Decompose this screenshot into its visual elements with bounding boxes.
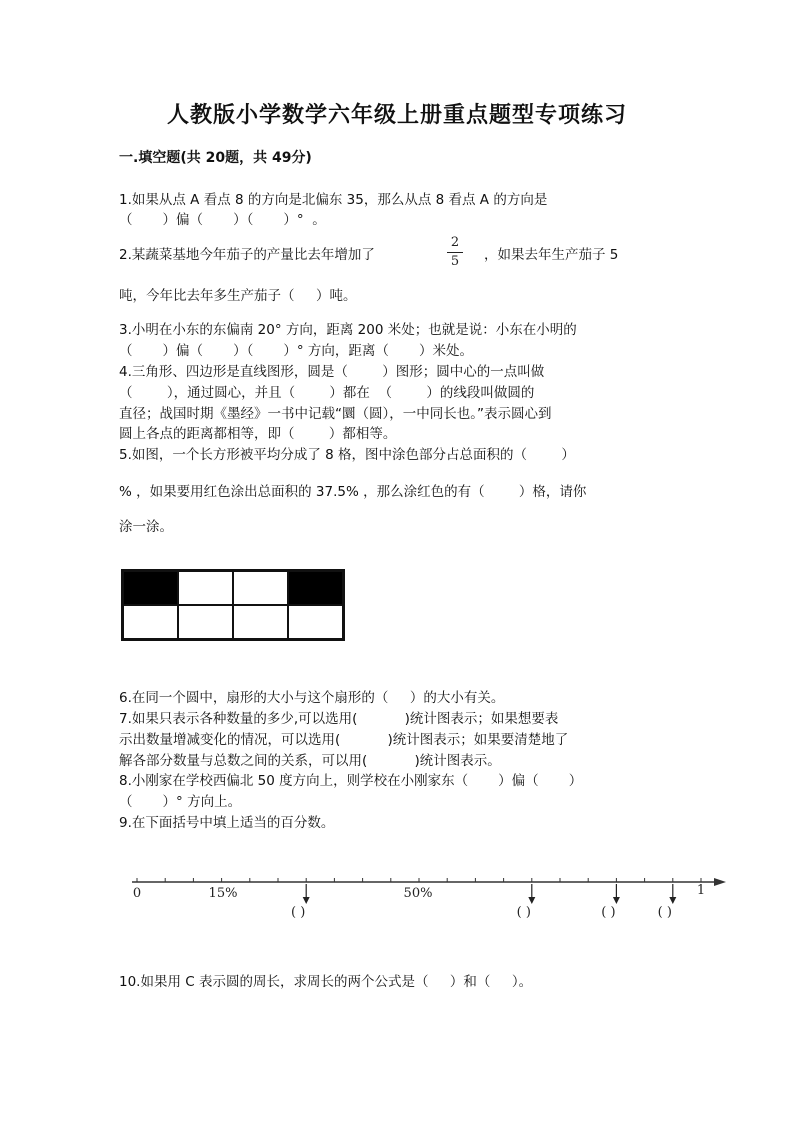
down-arrowhead-icon	[528, 897, 535, 904]
fraction-numerator: 2	[450, 235, 460, 250]
question-3-line-1: 3.小明在小东的东偏南 20° 方向，距离 200 米处；也就是说：小东在小明的	[119, 322, 577, 338]
fraction-denominator: 5	[450, 254, 460, 269]
question-4-line-2: （ ），通过圆心，并且（ ）都在 （ ）的线段叫做圆的	[119, 385, 535, 401]
grid-cell	[233, 605, 288, 639]
question-5-line-2: % ，如果要用红色涂出总面积的 37.5% ，那么涂红色的有（ ）格，请你	[119, 484, 587, 500]
question-6: 6.在同一个圆中，扇形的大小与这个扇形的（ ）的大小有关。	[119, 690, 505, 706]
fraction-bar	[447, 252, 463, 253]
rectangle-grid	[121, 569, 345, 641]
question-10: 10.如果用 C 表示圆的周长，求周长的两个公式是（ ）和（ ）。	[119, 974, 533, 990]
number-line	[128, 872, 728, 924]
question-1-line-1: 1.如果从点 A 看点 8 的方向是北偏东 35，那么从点 8 看点 A 的方向是	[119, 192, 548, 208]
question-7-line-1: 7.如果只表示各种数量的多少,可以选用( )统计图表示；如果想要表	[119, 711, 559, 727]
answer-blank: ( )	[291, 905, 306, 920]
answer-blank: ( )	[516, 905, 531, 920]
grid-cell	[178, 605, 233, 639]
grid-cell-shaded	[288, 571, 343, 605]
section-heading: 一.填空题(共 20题，共 49分)	[119, 150, 312, 166]
question-8-line-1: 8.小刚家在学校西偏北 50 度方向上，则学校在小刚家东（ ）偏（ ）	[119, 773, 583, 789]
grid-cell	[288, 605, 343, 639]
question-4-line-1: 4.三角形、四边形是直线图形，圆是（ ）图形；圆中心的一点叫做	[119, 364, 545, 380]
question-1-line-2: （ ）偏（ ）（ ）° 。	[119, 212, 326, 228]
grid-cell	[123, 605, 178, 639]
number-line-ticks	[137, 878, 701, 882]
question-5-line-1: 5.如图，一个长方形被平均分成了 8 格，图中涂色部分占总面积的（ ）	[119, 447, 575, 463]
question-3-line-2: （ ）偏（ ）（ ）° 方向，距离（ ）米处。	[119, 343, 473, 359]
page-title: 人教版小学数学六年级上册重点题型专项练习	[166, 102, 627, 128]
number-line-arrows	[291, 884, 676, 920]
answer-blank: ( )	[601, 905, 616, 920]
tick-label-0: 0	[132, 886, 142, 901]
question-7-line-3: 解各部分数量与总数之间的关系，可以用( )统计图表示。	[119, 753, 501, 769]
number-line-arrowhead	[714, 878, 726, 886]
question-2-line-1a: 2.某蔬菜基地今年茄子的产量比去年增加了	[119, 247, 375, 263]
question-9: 9.在下面括号中填上适当的百分数。	[119, 815, 335, 831]
down-arrowhead-icon	[613, 897, 620, 904]
question-8-line-2: （ ）° 方向上。	[119, 794, 242, 810]
down-arrowhead-icon	[669, 897, 676, 904]
grid-cell	[233, 571, 288, 605]
answer-blank: ( )	[657, 905, 672, 920]
question-7-line-2: 示出数量增减变化的情况，可以选用( )统计图表示；如果要清楚地了	[119, 732, 569, 748]
tick-label-1: 1	[696, 883, 706, 898]
question-2-line-1b: ，如果去年生产茄子 5	[484, 247, 619, 263]
fraction-two-fifths	[447, 236, 463, 269]
question-5-line-3: 涂一涂。	[119, 519, 173, 535]
grid-cell	[178, 571, 233, 605]
grid-cell-shaded	[123, 571, 178, 605]
down-arrowhead-icon	[303, 897, 310, 904]
tick-label-15-percent: 15%	[208, 886, 238, 901]
question-4-line-4: 圆上各点的距离都相等，即（ ）都相等。	[119, 426, 397, 442]
tick-label-50-percent: 50%	[403, 886, 433, 901]
question-4-line-3: 直径；战国时期《墨经》一书中记载“圜（圆），一中同长也。”表示圆心到	[119, 406, 552, 422]
question-2-line-2: 吨，今年比去年多生产茄子（ ）吨。	[119, 288, 357, 304]
